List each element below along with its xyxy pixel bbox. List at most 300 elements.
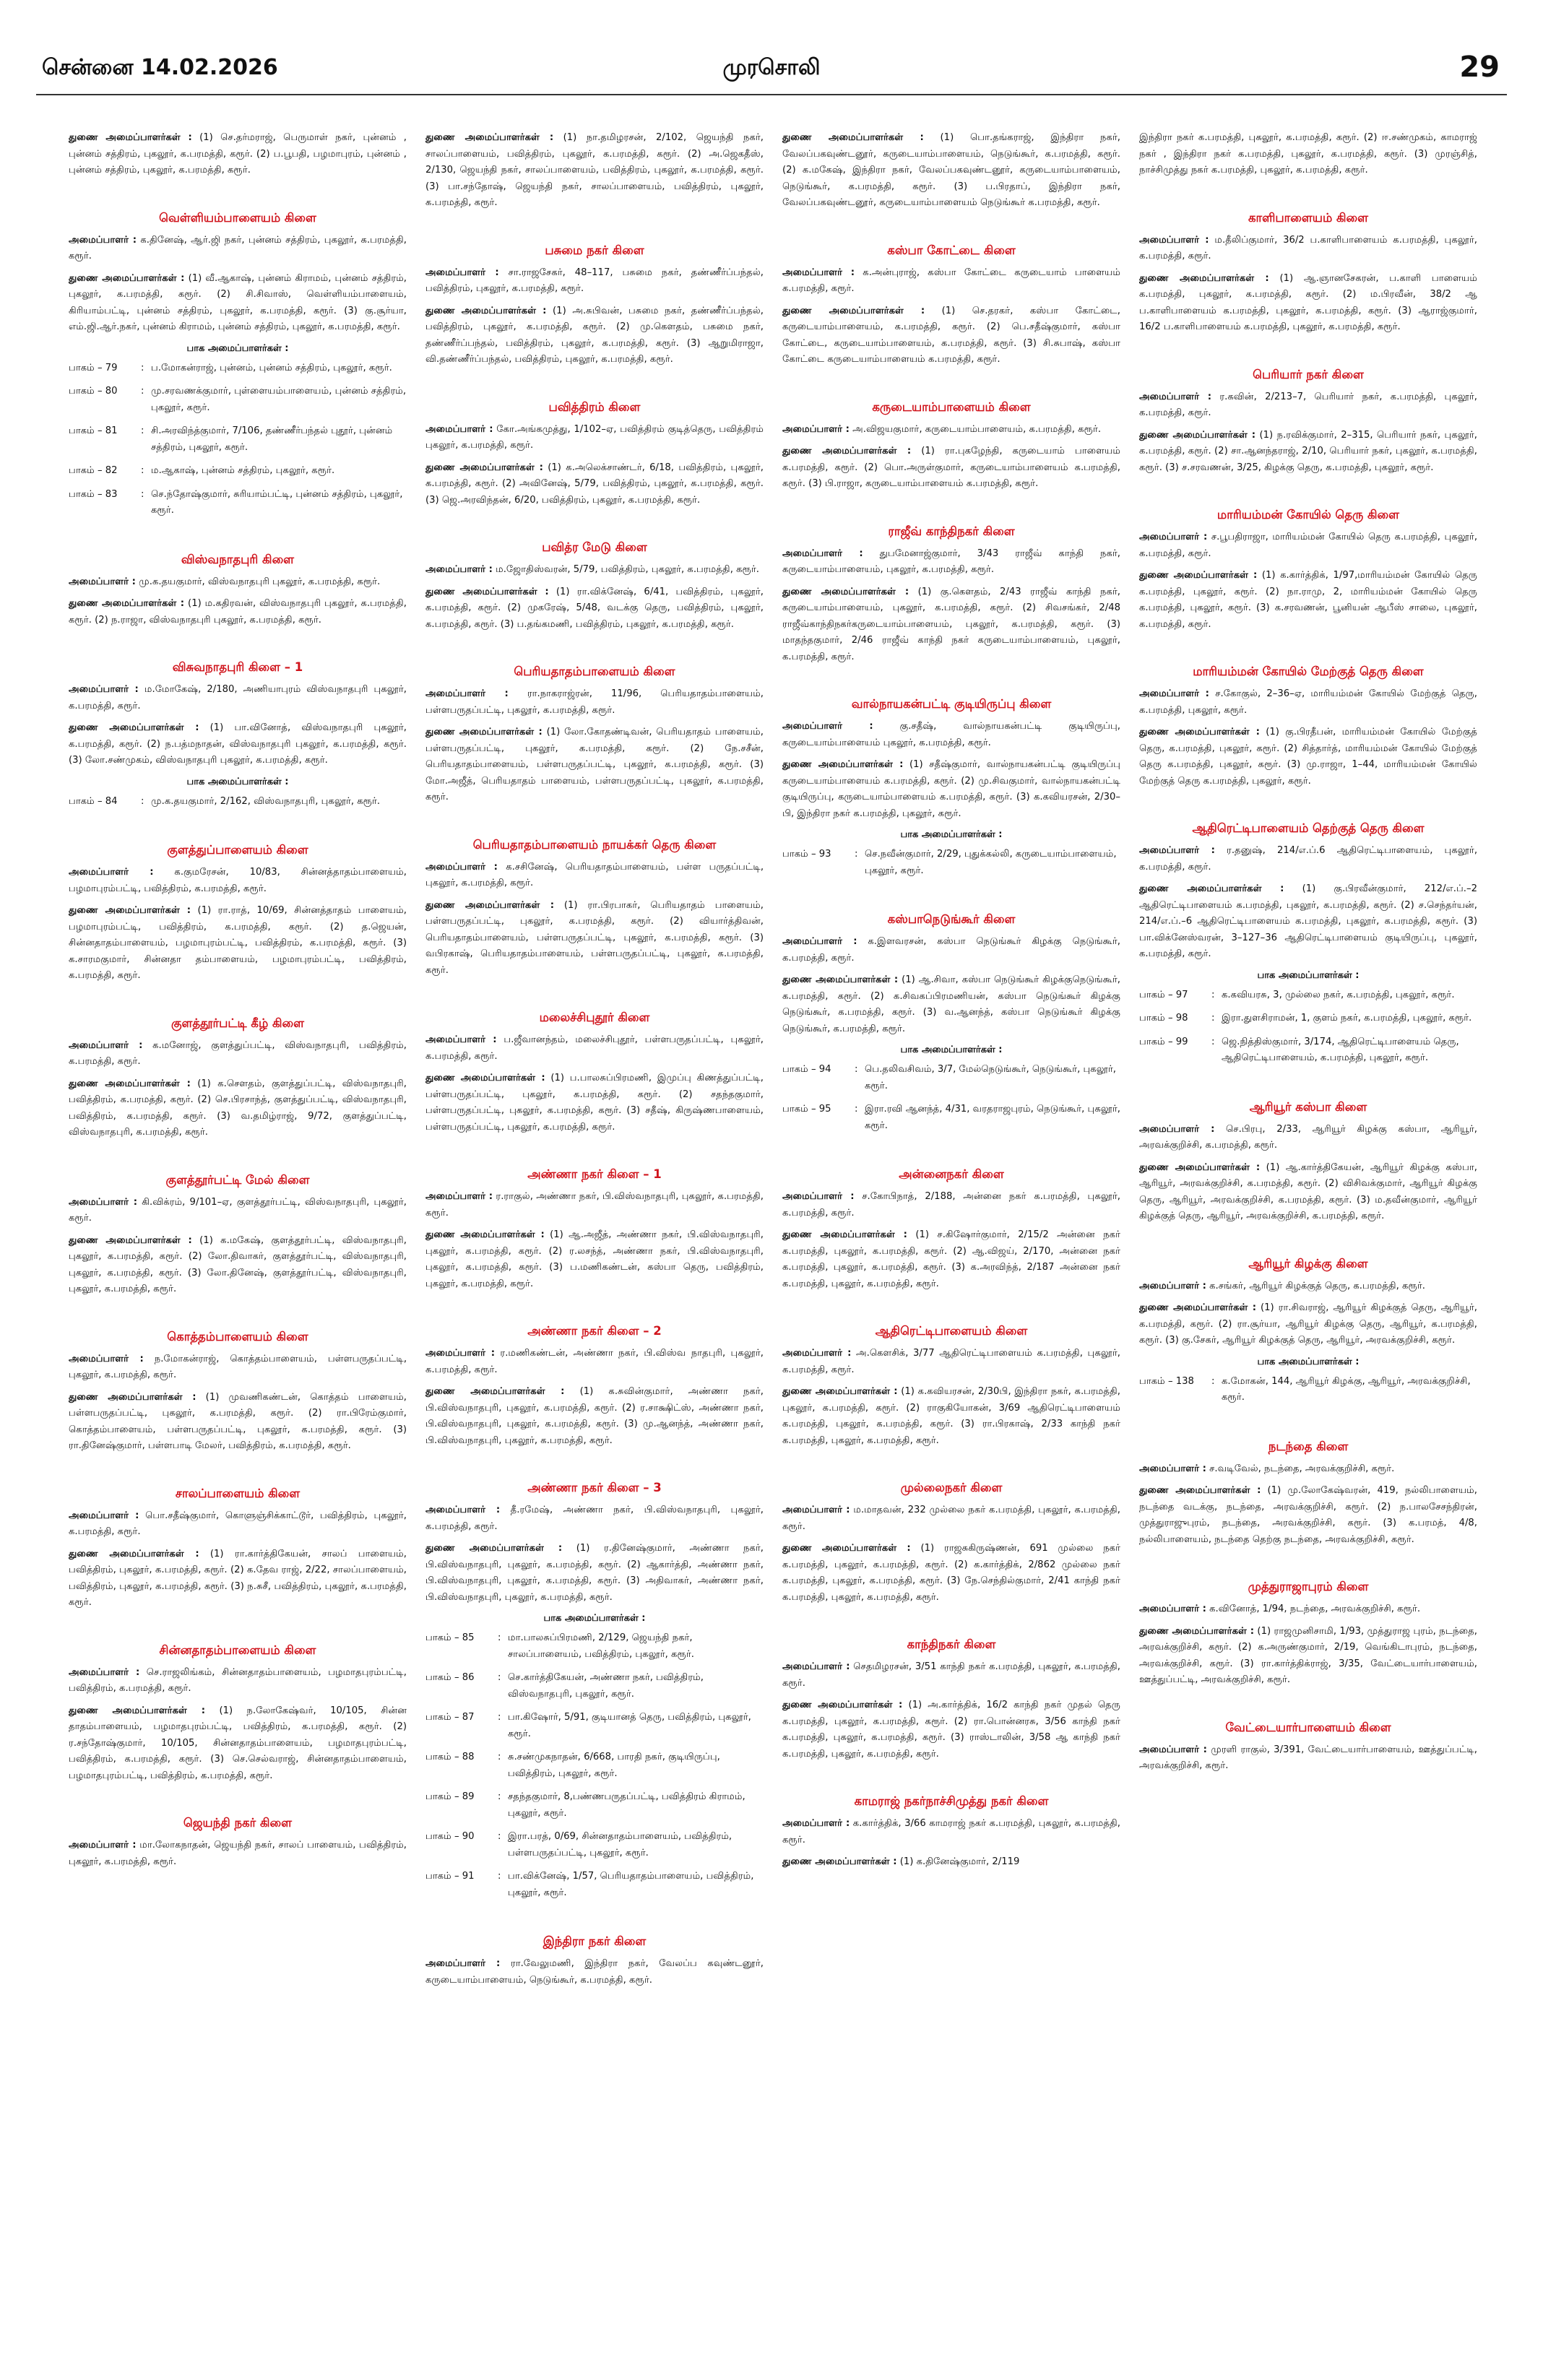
- branch-section: [782, 1141, 1120, 1292]
- booth-organizer: செ.ந்தோஷ்குமார், சுரியாம்பட்டி, புன்னம் சத்திரம், புகலூர், கரூர்.: [151, 488, 403, 516]
- role-label: அமைப்பாளர் :: [69, 867, 154, 878]
- branch-heading: மாரியம்மன் கோயில் மேற்குத் தெரு கிளை: [1193, 665, 1424, 678]
- role-label: அமைப்பாளர் :: [69, 1196, 137, 1208]
- role-label: அமைப்பாளர் :: [1139, 1463, 1206, 1474]
- branch-heading: அண்ணா நகர் கிளை – 3: [527, 1481, 662, 1494]
- booth-number: பாகம் – 94: [782, 1064, 831, 1075]
- branch-heading: முத்துராஜாபுரம் கிளை: [1248, 1580, 1369, 1593]
- booth-organizers-heading: பாக அமைப்பாளர்கள் :: [1257, 969, 1360, 981]
- branch-section: [1139, 795, 1477, 1067]
- branch-section: [782, 671, 1120, 879]
- entry-text: (1) சதீஷ்குமார், வால்நாயகன்பட்டி குடியிருப்பு கருடையாம்பாளையம் க.பரமத்தி, கரூர். (2) மு.சிவகுமார், வால்நாயகன்பட்டி குடியிருப்பு, கருடையாம்பாளையம் க.பரமத்தி, கரூர். (3) க.கவியரசன், 2/30–பி, இந்திரா நகர் க.பரமத்தி, புகலூர், கரூர்.: [782, 759, 1120, 819]
- branch-section: [782, 1455, 1120, 1606]
- role-label: அமைப்பாளர் :: [425, 267, 499, 278]
- section-gap: [1139, 342, 1477, 360]
- section-gap: [69, 1304, 407, 1323]
- colon: :: [855, 849, 858, 860]
- branch-section: [782, 886, 1120, 1134]
- booth-organizers-heading: பாக அமைப்பாளர்கள் :: [186, 776, 289, 787]
- role-label: அமைப்பாளர் :: [425, 1505, 501, 1515]
- deputy-organizers-entry: [782, 443, 1120, 493]
- role-label: துணை அமைப்பாளர்கள் :: [782, 586, 909, 597]
- booth-number: பாகம் – 98: [1139, 1013, 1188, 1024]
- branch-heading: முல்லைநகர் கிளை: [900, 1481, 1003, 1494]
- role-label: அமைப்பாளர் :: [1139, 845, 1215, 856]
- booth-row: [1139, 1374, 1477, 1406]
- role-label: துணை அமைப்பாளர்கள் :: [425, 586, 549, 597]
- deputy-organizers-entry: [1139, 881, 1477, 963]
- entry-text: செ.பிரபு, 2/33, ஆரியூர் கிழக்கு கஸ்பா, ஆரியூர், அரவக்குறிச்சி, க.பரமத்தி, கரூர்.: [1139, 1123, 1477, 1151]
- deputy-organizers-entry: [782, 1541, 1120, 1606]
- booth-row: [69, 487, 407, 519]
- role-label: துணை அமைப்பாளர்கள் :: [1139, 1485, 1261, 1496]
- colon: :: [855, 1104, 858, 1115]
- booth-row: [782, 1102, 1120, 1134]
- section-gap: [69, 817, 407, 836]
- branch-section: [1139, 130, 1477, 179]
- organizer-entry: [782, 1659, 1120, 1692]
- organizer-entry: [69, 574, 407, 591]
- organizer-entry: [782, 1346, 1120, 1378]
- colon: :: [1211, 1036, 1215, 1047]
- colon: :: [141, 386, 144, 397]
- entry-text: அ.கௌசிக், 3/77 ஆதிரெட்டிபாளையம் க.பரமத்தி, புகலூர், க.பரமத்தி, கரூர்.: [782, 1348, 1120, 1375]
- branch-heading: நடந்தை கிளை: [1268, 1439, 1349, 1453]
- branch-heading: பவித்திரம் கிளை: [548, 399, 641, 414]
- role-label: அமைப்பாளர் :: [1139, 688, 1209, 699]
- booth-number: பாகம் – 99: [1139, 1036, 1188, 1047]
- booth-organizer: க.கவியரசு, 3, முல்லை நகர், க.பரமத்தி, புகலூர், கரூர்.: [1222, 989, 1455, 1000]
- role-label: அமைப்பாளர் :: [69, 576, 136, 587]
- branch-section: [782, 1298, 1120, 1449]
- organizer-entry: [782, 422, 1120, 438]
- branch-section: [782, 374, 1120, 493]
- entry-text: ம.ஜோதிஸ்வரன், 5/79, பவித்திரம், புகலூர், க.பரமத்தி, கரூர்.: [496, 564, 759, 575]
- branch-heading: மாரியம்மன் கோயில் தெரு கிளை: [1216, 508, 1400, 522]
- branch-heading: ஆதிரெட்டிபாளையம் கிளை: [875, 1324, 1028, 1338]
- branch-heading: சாலப்பாளையம் கிளை: [175, 1486, 301, 1500]
- booth-organizer: க.மோகன், 144, ஆரியூர் கிழக்கு, ஆரியூர், அரவக்குறிச்சி, கரூர்.: [1222, 1375, 1471, 1403]
- role-label: அமைப்பாளர் :: [425, 1191, 493, 1202]
- role-label: துணை அமைப்பாளர்கள் :: [1139, 429, 1256, 441]
- role-label: துணை அமைப்பாளர்கள் :: [69, 272, 185, 284]
- organizer-entry: [1139, 389, 1477, 422]
- role-label: துணை அமைப்பாளர்கள் :: [782, 974, 899, 985]
- booth-row: [69, 384, 407, 416]
- role-label: அமைப்பாளர் :: [782, 1661, 850, 1672]
- deputy-organizers-entry: [1139, 1300, 1477, 1349]
- booth-organizer: சி.அரவிந்த்குமார், 7/106, தண்ணீர்பந்தல் புதூர், புன்னம் சத்திரம், புகலூர், கரூர்.: [151, 425, 393, 453]
- section-gap: [69, 1147, 407, 1166]
- entry-text: க.சங்கர், ஆரியூர் கிழக்குத் தெரு, க.பரமத்தி, கரூர்.: [1209, 1280, 1425, 1291]
- section-gap: [782, 1141, 1120, 1160]
- organizer-entry: [782, 1189, 1120, 1221]
- organizer-entry: [425, 1032, 764, 1065]
- role-label: அமைப்பாளர் :: [69, 1353, 144, 1364]
- role-label: துணை அமைப்பாளர்கள் :: [782, 1386, 898, 1397]
- entry-text: ரா.நாகராஜ்ரன், 11/96, பெரியதாதம்பாளையம், பள்ளபருதப்பட்டி, புகலூர், க.பரமத்தி, கரூர்.: [425, 688, 764, 716]
- branch-section: [69, 817, 407, 985]
- column-3: [782, 130, 1120, 2362]
- booth-organizer: மு.சரவணக்குமார், புள்ளையம்பாளையம், புன்னம் சத்திரம், புகலூர், கரூர்.: [151, 386, 407, 413]
- branch-section: [425, 639, 764, 806]
- booth-number: பாகம் – 82: [69, 465, 118, 476]
- section-gap: [1139, 1074, 1477, 1093]
- organizer-entry: [69, 1038, 407, 1070]
- role-label: அமைப்பாளர் :: [69, 1666, 140, 1678]
- section-gap: [1139, 1231, 1477, 1250]
- role-label: துணை அமைப்பாளர்கள் :: [782, 1543, 911, 1554]
- entry-text: (1) ஆ.சிவா, கஸ்பா நெடுங்கூர் கிழக்குநெடுங்கூர், க.பரமத்தி, கரூர். (2) க.சிவகப்பிரமணியன், கஸ்பா நெடுங்கூர் கிழக்கு நெடுங்கூர், க.பரமத்தி, கரூர். (3) வ.ஆனந்த், கஸ்பா நெடுங்கூர் கிழக்கு நெடுங்கூர், க.பரமத்தி, கரூர்.: [782, 974, 1120, 1034]
- booth-number: பாகம் – 138: [1139, 1375, 1194, 1387]
- entry-text: க.சசினேஷ், பெரியதாதம்பாளையம், பள்ள பருதப்பட்டி, புகலூர், க.பரமத்தி, கரூர்.: [425, 861, 764, 888]
- section-gap: [425, 1455, 764, 1474]
- booth-row: [1139, 987, 1477, 1004]
- role-label: துணை அமைப்பாளர்கள் :: [69, 132, 192, 143]
- role-label: துணை அமைப்பாளர்கள் :: [1139, 570, 1258, 581]
- branch-section: [782, 217, 1120, 368]
- deputy-organizers-entry: [425, 1070, 764, 1135]
- entry-text: கி.விக்ரம், 9/101–ஏ, குளத்தூர்பட்டி, விஸ்வநாதபுரி, புகலூர், கரூர்.: [69, 1196, 407, 1224]
- entry-text: (1) முவணிகண்டன், கொத்தம் பாளையம், பள்ளபருதப்பட்டி, புகலூர், க.பரமத்தி, கரூர். (2) ரா.பிரேம்குமார், கொத்தம்பாளையம், பள்ளபருதப்பட்டி, புகலூர், க.பரமத்தி, கரூர். (3) ரா.தினேஷ்குமார், பள்ளபாடி மேலர், பவித்திரம், க.பரமத்தி, கரூர்.: [69, 1391, 407, 1451]
- branch-section: [782, 1611, 1120, 1762]
- booth-row: [69, 794, 407, 810]
- booth-organizers-heading: பாக அமைப்பாளர்கள் :: [543, 1613, 646, 1624]
- branch-heading: காந்திநகர் கிளை: [907, 1637, 996, 1651]
- role-label: துணை அமைப்பாளர்கள் :: [782, 305, 925, 316]
- role-label: அமைப்பாளர் :: [782, 936, 857, 947]
- branch-heading: பசுமை நகர் கிளை: [545, 243, 644, 257]
- branch-section: [1139, 1414, 1477, 1549]
- branch-heading: வேட்டையார்பாளையம் கிளை: [1225, 1720, 1391, 1734]
- deputy-organizers-entry: [425, 460, 764, 509]
- branch-section: [425, 130, 764, 212]
- section-gap: [782, 1611, 1120, 1630]
- branch-section: [425, 217, 764, 368]
- entry-text: மா.லோகநாதன், ஜெயந்தி நகர், சாலப் பாளையம், பவித்திரம், புகலூர், க.பரமத்தி, கரூர்.: [69, 1840, 407, 1867]
- section-gap: [425, 217, 764, 236]
- role-label: அமைப்பாளர் :: [782, 423, 850, 435]
- role-label: அமைப்பாளர் :: [1139, 1123, 1215, 1135]
- role-label: துணை அமைப்பாளர்கள் :: [425, 727, 543, 737]
- booth-number: பாகம் – 88: [425, 1752, 475, 1762]
- entry-text: ம.மோகேஷ், 2/180, அணியாபுரம் விஸ்வநாதபுரி புகலூர், க.பரமத்தி, கரூர்.: [69, 684, 407, 711]
- entry-text: (1) அ.கார்த்திக், 16/2 காந்தி நகர் முதல் தெரு க.பரமத்தி, புகலூர், க.பரமத்தி, கரூர். (2) ரா.பொன்னரசு, 3/56 காந்தி நகர் க.பரமத்தி, புகலூர், க.பரமத்தி, கரூர். (3) ராஸ்டாலின், 3/58 ஆ காந்தி நகர் க.பரமத்தி, புகலூர், க.பரமத்தி, கரூர்.: [782, 1700, 1120, 1760]
- booth-organizer: பெ.தலிவசிவம், 3/7, மேல்நெடுங்கூர், நெடுங்கூர், புகலூர், கரூர்.: [865, 1064, 1116, 1091]
- entry-text: க.கார்த்திக், 3/66 காமராஜ் நகர் க.பரமத்தி, புகலூர், க.பரமத்தி, கரூர்.: [782, 1818, 1120, 1845]
- branch-heading: பவித்ர மேடு கிளை: [542, 540, 647, 554]
- branch-heading: கொத்தம்பாளையம் கிளை: [167, 1329, 308, 1343]
- section-gap: [782, 498, 1120, 517]
- entry-text: ச.கோபிநாத், 2/188, அன்னை நகர் க.பரமத்தி, புகலூர், க.பரமத்தி, கரூர்.: [782, 1191, 1120, 1219]
- deputy-organizers-entry: [69, 903, 407, 985]
- booth-row: [425, 1869, 764, 1901]
- organizer-entry: [425, 265, 764, 298]
- section-gap: [1139, 482, 1477, 501]
- colon: :: [1211, 1375, 1215, 1387]
- continued-text: [1139, 130, 1477, 179]
- booth-organizers-heading: பாக அமைப்பாளர்கள் :: [900, 1044, 1003, 1055]
- organizer-entry: [425, 1956, 764, 1989]
- entry-text: (1) பா.வினோத், விஸ்வநாதபுரி புகலூர், க.பரமத்தி, கரூர். (2) ந.பத்மநாதன், விஸ்வநாதபுரி புகலூர், க.பரமத்தி, கரூர். (3) லோ.சண்முகம், விஸ்வநாதபுரி புகலூர், க.பரமத்தி, கரூர்.: [69, 722, 407, 766]
- column-4: [1139, 130, 1477, 2362]
- deputy-organizers-entry: [69, 596, 407, 628]
- role-label: துணை அமைப்பாளர்கள் :: [782, 132, 924, 143]
- organizer-entry: [1139, 843, 1477, 875]
- role-label: துணை அமைப்பாளர்கள் :: [69, 905, 191, 916]
- entry-text: (1) கு.கௌதம், 2/43 ராஜீவ் காந்தி நகர், கருடையாம்பாளையம், புகலூர், க.பரமத்தி, கரூர். (2) சிவசங்கர், 2/48 ராஜீவ்காந்திநகர்கருடையாம்பாளையம், புகலூர், க.பரமத்தி, கரூர். (3) மாதந்தகுமார், 2/46 ராஜீவ் காந்தி நகர் கருடையாம்பாளையம், புகலூர், க.பரமத்தி, கரூர்.: [782, 586, 1120, 662]
- booth-organizers-heading: பாக அமைப்பாளர்கள் :: [1257, 1356, 1360, 1367]
- colon: :: [141, 465, 144, 476]
- entry-text: செ.ராஜலிங்கம், சின்னதாதம்பாளையம், பழமாதபுரம்பட்டி, பவித்திரம், க.பரமத்தி, கரூர்.: [69, 1666, 407, 1694]
- organizer-entry: [782, 1816, 1120, 1848]
- role-label: அமைப்பாளர் :: [1139, 391, 1212, 402]
- section-gap: [425, 812, 764, 831]
- role-label: அமைப்பாளர் :: [1139, 1604, 1206, 1614]
- entry-text: (1) க.தினேஷ்குமார், 2/119: [899, 1856, 1020, 1867]
- section-gap: [1139, 185, 1477, 204]
- branch-section: [425, 1141, 764, 1292]
- role-label: துணை அமைப்பாளர்கள் :: [425, 132, 554, 143]
- branch-heading: வால்நாயகன்பட்டி குடியிருப்பு கிளை: [851, 697, 1052, 711]
- colon: :: [498, 1712, 501, 1723]
- colon: :: [855, 1064, 858, 1075]
- section-gap: [425, 1141, 764, 1160]
- branch-section: [69, 1790, 407, 1870]
- role-label: துணை அமைப்பாளர்கள் :: [69, 1234, 192, 1246]
- section-gap: [69, 185, 407, 204]
- booth-organizers-heading: பாக அமைப்பாளர்கள் :: [186, 342, 289, 354]
- page-number: 29: [1459, 51, 1500, 84]
- branch-section: [425, 1298, 764, 1449]
- branch-section: [1139, 639, 1477, 789]
- branch-section: [69, 130, 407, 179]
- branch-heading: ஆரியூர் கஸ்பா கிளை: [1249, 1099, 1367, 1114]
- role-label: அமைப்பாளர் :: [1139, 1280, 1206, 1291]
- section-gap: [782, 1768, 1120, 1787]
- branch-heading: அண்ணா நகர் கிளை – 2: [527, 1324, 662, 1338]
- organizer-entry: [69, 1838, 407, 1870]
- entry-text: ர.மணிகண்டன், அண்ணா நகர், பி.விஸ்வ நாதபுரி, புகலூர், க.பரமத்தி, கரூர்.: [425, 1348, 764, 1375]
- entry-text: ச.வடிவேல், நடந்தை, அரவக்குறிச்சி, கரூர்.: [1209, 1463, 1395, 1474]
- branch-heading: அன்னைநகர் கிளை: [899, 1167, 1004, 1181]
- branch-section: [1139, 1695, 1477, 1775]
- colon: :: [498, 1672, 501, 1683]
- organizer-entry: [69, 1508, 407, 1541]
- organizer-entry: [1139, 1461, 1477, 1478]
- section-gap: [782, 217, 1120, 236]
- role-label: அமைப்பாளர் :: [425, 861, 498, 873]
- role-label: துணை அமைப்பாளர்கள் :: [1139, 727, 1260, 737]
- booth-row: [782, 847, 1120, 879]
- role-label: அமைப்பாளர் :: [1139, 234, 1209, 246]
- colon: :: [498, 1752, 501, 1762]
- branch-heading: ஜெயந்தி நகர் கிளை: [183, 1816, 293, 1830]
- booth-number: பாகம் – 79: [69, 362, 118, 373]
- entry-text: (1) லோ.கோதண்டிவன், பெரியதாதம் பாளையம், பள்ளபருதப்பட்டி, புகலூர், க.பரமத்தி, கரூர். (2) நே.சசீன், பெரியதாதம்பாளையம், பள்ளபருதப்பட்டி, புகலூர், க.பரமத்தி, கரூர். (3) மோ.அஜீத், பெரியதாதம் பாளையம், பள்ளபருதப்பட்டி, புகலூர், க.பரமத்தி, கரூர்.: [425, 727, 764, 802]
- branch-section: [69, 1304, 407, 1455]
- organizer-entry: [782, 934, 1120, 966]
- entry-text: இந்திரா நகர் க.பரமத்தி, புகலூர், க.பரமத்தி, கரூர். (2) ஈ.சண்முகம், காமராஜ் நகர் , இந்திரா நகர் க.பரமத்தி, புகலூர், க.பரமத்தி, கரூர். (3) முரஞ்சித், நாச்சிமுத்து நகர் க.பரமத்தி, புகலூர், க.பரமத்தி, கரூர்.: [1139, 132, 1477, 176]
- section-gap: [1139, 1695, 1477, 1713]
- colon: :: [498, 1791, 501, 1802]
- branch-section: [69, 185, 407, 519]
- booth-organizer: பா.கிஷோர், 5/91, குடியானத் தெரு, பவித்திரம், புகலூர், கரூர்.: [508, 1712, 751, 1739]
- booth-organizer: ப.மோகன்ராஜ், புன்னம், புன்னம் சத்திரம், புகலூர், கரூர்.: [151, 362, 392, 373]
- masthead: [36, 51, 1507, 95]
- booth-organizer: பா.விக்னேஷ், 1/57, பெரியதாதம்பாளையம், பவித்திரம், புகலூர், கரூர்.: [508, 1871, 754, 1898]
- branch-heading: ஆதிரெட்டிபாளையம் தெற்குத் தெரு கிளை: [1192, 821, 1425, 835]
- entry-text: (1) க.கவியரசன், 2/30பி, இந்திரா நகர், க.பரமத்தி, புகலூர், க.பரமத்தி, கரூர். (2) ராகுகியோகன், 3/69 ஆதிரெட்டிபாளையம் க.பரமத்தி, புகலூர், க.பரமத்தி, கரூர். (3) ரா.பிரகாஷ், 2/33 காந்தி நகர் க.பரமத்தி, புகலூர், க.பரமத்தி, கரூர்.: [782, 1386, 1120, 1446]
- branch-heading: கருடையாம்பாளையம் கிளை: [872, 399, 1031, 414]
- role-label: துணை அமைப்பாளர்கள் :: [782, 759, 904, 770]
- deputy-organizers-entry: [1139, 271, 1477, 336]
- booth-number: பாகம் – 86: [425, 1672, 475, 1683]
- booth-organizer: செ.நவீன்குமார், 2/29, புதுக்கல்லி, கருடையாம்பாளையம், புகலூர், கரூர்.: [865, 849, 1117, 876]
- booth-number: பாகம் – 91: [425, 1871, 475, 1882]
- deputy-organizers-entry: [1139, 428, 1477, 477]
- role-label: அமைப்பாளர் :: [1139, 532, 1208, 542]
- colon: :: [141, 362, 144, 373]
- role-label: துணை அமைப்பாளர்கள் :: [425, 305, 547, 316]
- entry-text: (1) ஆ.அஜீத், அண்ணா நகர், பி.விஸ்வநாதபுரி, புகலூர், க.பரமத்தி, கரூர். (2) ர.லசந்த், அண்ணா நகர், பி.விஸ்வநாதபுரி, புகலூர், க.பரமத்தி, கரூர். (3) ப.மணிகண்டன், கஸ்பா தெரு, பவித்திரம், புகலூர், க.பரமத்தி, கரூர்.: [425, 1229, 764, 1289]
- organizer-entry: [782, 1502, 1120, 1535]
- deputy-organizers-entry: [782, 757, 1120, 822]
- organizer-entry: [69, 233, 407, 265]
- role-label: அமைப்பாளர் :: [1139, 1744, 1207, 1755]
- branch-heading: காமராஜ் நகர்நாச்சிமுத்து நகர் கிளை: [854, 1794, 1049, 1808]
- role-label: அமைப்பாளர் :: [69, 1840, 137, 1851]
- colon: :: [141, 488, 144, 500]
- entry-text: (1) ரா.கார்த்திகேயன், சாலப் பாளையம், பவித்திரம், புகலூர், க.பரமத்தி, கரூர். (2) க.தேவ ராஜ், 2/22, சாலப்பாளையம், பவித்திரம், புகலூர், க.பரமத்தி, கரூர். (3) ந.சுசீ, பவித்திரம், புகலூர், க.பரமத்தி, கரூர்.: [69, 1548, 407, 1608]
- branch-heading: பெரியதாதம்பாளையம் நாயக்கர் தெரு கிளை: [472, 837, 717, 852]
- branch-heading: கஸ்பாநெடுங்கூர் கிளை: [887, 912, 1016, 926]
- branch-section: [1139, 1554, 1477, 1689]
- entry-text: (1) ராஜமுனிசாமி, 1/93, முத்துராஜ புரம், நடந்தை, அரவக்குறிச்சி, கரூர். (2) க.அருண்குமார், 2/19, வெங்கிடாபுரம், நடந்தை, அரவக்குறிச்சி, கரூர். (3) ரா.கார்த்திக்ராஜ், 3/35, வேட்டையார்பாளையம், ஊத்துப்பட்டி, அரவக்குறிச்சி, கரூர்.: [1139, 1625, 1477, 1685]
- booth-number: பாகம் – 84: [69, 795, 118, 807]
- branch-section: [69, 1147, 407, 1298]
- entry-text: (1) ர.தினேஷ்குமார், அண்ணா நகர், பி.விஸ்வநாதபுரி, புகலூர், க.பரமத்தி, கரூர். (2) ஆகார்த்தி, அண்ணா நகர், பி.விஸ்வநாதபுரி, புகலூர், க.பரமத்தி, கரூர். (3) அதிவாகர், அண்ணா நகர், பி.விஸ்வநாதபுரி, புகலூர், க.பரமத்தி, கரூர்.: [425, 1543, 764, 1603]
- organizer-entry: [425, 860, 764, 892]
- deputy-organizers-entry: [1139, 568, 1477, 633]
- entry-text: (1) ரா.பிரபாகர், பெரியதாதம் பாளையம், பள்ளபருதப்பட்டி, புகலூர், க.பரமத்தி, கரூர். (2) வியார்த்திவன், பெரியதாதம்பாளையம், பள்ளபருதப்பட்டி, புகலூர், க.பரமத்தி, கரூர். (3) வபிரகாஷ், பெரியதாதம்பாளையம், பள்ளபருதப்பட்டி, புகலூர், க.பரமத்தி, கரூர்.: [425, 899, 764, 976]
- deputy-organizers-entry: [425, 130, 764, 212]
- booth-row: [425, 1749, 764, 1782]
- branch-section: [69, 990, 407, 1141]
- branch-heading: கஸ்பா கோட்டை கிளை: [887, 243, 1016, 257]
- deputy-organizers-entry: [782, 1227, 1120, 1292]
- role-label: அமைப்பாளர் :: [782, 1818, 850, 1829]
- entry-text: முரளி ராகுல், 3/391, வேட்டையார்பாளையம், ஊத்துப்பட்டி, அரவக்குறிச்சி, கரூர்.: [1139, 1744, 1477, 1771]
- entry-text: (1) ரா.ராத், 10/69, சின்னத்தாதம் பாளையம், பழமாபுரம்பட்டி, பவித்திரம், க.பரமத்தி, கரூர். (2) த.ஜெயன், சின்னதாதம்பாளையம், பழமாபுரம்பட்டி, பவித்திரம், க.பரமத்தி, கரூர். (3) க.சாரமகுமார், சின்னதா தம்பாளையம், பழமாபுரம்பட்டி, பவித்திரம், க.பரமத்தி, கரூர்.: [69, 905, 407, 981]
- entry-text: பொ.சதீஷ்குமார், கொளுஞ்சிக்காட்டூர், பவித்திரம், புகலூர், க.பரமத்தி, கரூர்.: [69, 1510, 407, 1537]
- organizer-entry: [69, 682, 407, 714]
- role-label: அமைப்பாளர் :: [69, 234, 137, 246]
- section-gap: [69, 634, 407, 653]
- booth-row: [782, 1062, 1120, 1094]
- entry-text: (1) கு.பிரவீன்குமார், 212/எ.ப்.–2 ஆதிரெட்டிபாளையம் க.பரமத்தி, புகலூர், க.பரமத்தி, கரூர். (2) ச.செந்தர்யன், 214/எ.ப்.–6 ஆதிரெட்டிபாளையம் க.பரமத்தி, புகலூர், க.பரமத்தி, கரூர். (3) பா.விக்னேஸ்வரன், 3–127–36 ஆதிரெட்டிபாளையம் குடியிருப்பு, புகலூர், க.பரமத்தி, கரூர்.: [1139, 883, 1477, 959]
- entry-text: (1) க.மகேஷ், குளத்தூர்பட்டி, விஸ்வநாதபுரி, புகலூர், க.பரமத்தி, கரூர். (2) லோ.திவாகர், குளத்தூர்பட்டி, விஸ்வநாதபுரி, புகலூர், க.பரமத்தி, கரூர். (3) லோ.தினேஷ், குளத்தூர்பட்டி, விஸ்வநாதபுரி, புகலூர், க.பரமத்தி, கரூர்.: [69, 1234, 407, 1294]
- role-label: அமைப்பாளர் :: [425, 564, 493, 575]
- role-label: துணை அமைப்பாளர்கள் :: [425, 1073, 545, 1083]
- deputy-organizers-entry: [425, 1541, 764, 1606]
- deputy-organizers-entry: [782, 130, 1120, 212]
- entry-text: மு.க.தயகுமார், விஸ்வநாதபுரி புகலூர், க.பரமத்தி, கரூர்.: [139, 576, 381, 587]
- colon: :: [498, 1831, 501, 1842]
- deputy-organizers-entry: [782, 584, 1120, 666]
- entry-text: க.இளவரசன், கஸ்பா நெடுங்கூர் கிழக்கு நெடுங்கூர், க.பரமத்தி, கரூர்.: [782, 936, 1120, 964]
- booth-organizer: மு.க.தயகுமார், 2/162, விஸ்வநாதபுரி, புகலூர், கரூர்.: [151, 795, 381, 807]
- deputy-organizers-entry: [69, 720, 407, 769]
- role-label: துணை அமைப்பாளர்கள் :: [1139, 883, 1284, 894]
- entry-text: ச.கோகுல், 2–36–ஏ, மாரியம்மன் கோயில் மேற்குத் தெரு, க.பரமத்தி, புகலூர், கரூர்.: [1139, 688, 1477, 716]
- booth-organizer: இரா.ரவி ஆனந்த், 4/31, வரதராஜபுரம், நெடுங்கூர், புகலூர், கரூர்.: [865, 1104, 1120, 1131]
- role-label: அமைப்பாளர் :: [782, 1348, 852, 1359]
- section-gap: [782, 1455, 1120, 1474]
- branch-heading: இந்திரா நகர் கிளை: [543, 1934, 647, 1948]
- booth-number: பாகம் – 81: [69, 425, 118, 436]
- section-gap: [69, 1461, 407, 1479]
- booth-row: [1139, 1034, 1477, 1067]
- deputy-organizers-entry: [69, 1703, 407, 1785]
- deputy-organizers-entry: [782, 1384, 1120, 1449]
- entry-text: (1) ச.கிஷோர்குமார், 2/15/2 அன்னை நகர் க.பரமத்தி, புகலூர், க.பரமத்தி, கரூர். (2) ஆ.விஜய், 2/170, அன்னை நகர் க.பரமத்தி, புகலூர், க.பரமத்தி, கரூர். (3) க.அரவிந்த், 2/187 அன்னை நகர் க.பரமத்தி, புகலூர், க.பரமத்தி, கரூர்.: [782, 1229, 1120, 1289]
- branch-heading: குளத்தூர்பட்டி கீழ் கிளை: [170, 1016, 305, 1030]
- article-columns: [69, 130, 1499, 2362]
- organizer-entry: [1139, 686, 1477, 719]
- deputy-organizers-entry: [425, 898, 764, 979]
- booth-row: [425, 1630, 764, 1663]
- branch-heading: வெள்ளியம்பாளையம் கிளை: [159, 210, 316, 225]
- deputy-organizers-entry: [69, 271, 407, 336]
- role-label: அமைப்பாளர் :: [425, 688, 509, 699]
- organizer-entry: [69, 1195, 407, 1227]
- organizer-entry: [69, 1351, 407, 1384]
- section-gap: [425, 639, 764, 657]
- section-gap: [782, 671, 1120, 690]
- entry-text: ர.தனுஷ், 214/எ.ப்.6 ஆதிரெட்டிபாளையம், புகலூர், க.பரமத்தி, கரூர்.: [1139, 845, 1477, 873]
- section-gap: [69, 1617, 407, 1636]
- organizer-entry: [425, 1189, 764, 1221]
- role-label: அமைப்பாளர் :: [69, 1039, 143, 1051]
- colon: :: [498, 1632, 501, 1643]
- booth-row: [425, 1789, 764, 1822]
- booth-organizer: சு.சண்முகநாதன், 6/668, பாரதி நகர், குடியிருப்பு, பவித்திரம், புகலூர், கரூர்.: [508, 1752, 720, 1779]
- newspaper-name: முரசொலி: [722, 55, 821, 80]
- entry-text: (1) கு.பிரதீபன், மாரியம்மன் கோயில் மேற்குத் தெரு, க.பரமத்தி, புகலூர், கரூர். (2) சித்தார்த், மாரியம்மன் கோயில் மேற்குத் தெரு க.பரமத்தி, புகலூர், கரூர். (3) மு.ராஜா, 1–44, மாரியம்மன் கோயில் மேற்குத் தெரு க.பரமத்தி, புகலூர், கரூர்.: [1139, 727, 1477, 787]
- branch-heading: விஸ்வநாதபுரி கிளை: [181, 552, 295, 566]
- organizer-entry: [425, 1502, 764, 1535]
- deputy-organizers-entry: [1139, 1483, 1477, 1548]
- booth-organizer: இரா.துளசிராமன், 1, குளம் நகர், க.பரமத்தி, புகலூர், கரூர்.: [1222, 1013, 1472, 1024]
- branch-heading: பெரியதாதம்பாளையம் கிளை: [514, 665, 675, 678]
- entry-text: (1) ரா.விக்னேஷ், 6/41, பவித்திரம், புகலூர், க.பரமத்தி, கரூர். (2) முகரேஷ், 5/48, வடக்கு தெரு, பவித்திரம், புகலூர், க.பரமத்தி, கரூர். (3) ப.தங்கமணி, பவித்திரம், புகலூர், க.பரமத்தி, கரூர்.: [425, 586, 764, 630]
- branch-heading: விசுவநாதபுரி கிளை – 1: [172, 660, 303, 674]
- booth-number: பாகம் – 97: [1139, 989, 1188, 1000]
- branch-section: [425, 1908, 764, 1989]
- role-label: அமைப்பாளர் :: [69, 684, 139, 695]
- role-label: அமைப்பாளர் :: [782, 548, 863, 559]
- deputy-organizers-entry: [782, 303, 1120, 368]
- role-label: துணை அமைப்பாளர்கள் :: [69, 1078, 191, 1089]
- entry-text: ச.பூபதிராஜா, மாரியம்மன் கோயில் தெரு க.பரமத்தி, புகலூர், க.பரமத்தி, கரூர்.: [1139, 532, 1477, 559]
- deputy-organizers-entry: [782, 1697, 1120, 1762]
- deputy-organizers-entry: [782, 1854, 1120, 1871]
- role-label: துணை அமைப்பாளர்கள் :: [69, 1548, 199, 1559]
- role-label: அமைப்பாளர் :: [425, 1348, 496, 1359]
- deputy-organizers-entry: [69, 130, 407, 179]
- role-label: அமைப்பாளர் :: [782, 1505, 850, 1515]
